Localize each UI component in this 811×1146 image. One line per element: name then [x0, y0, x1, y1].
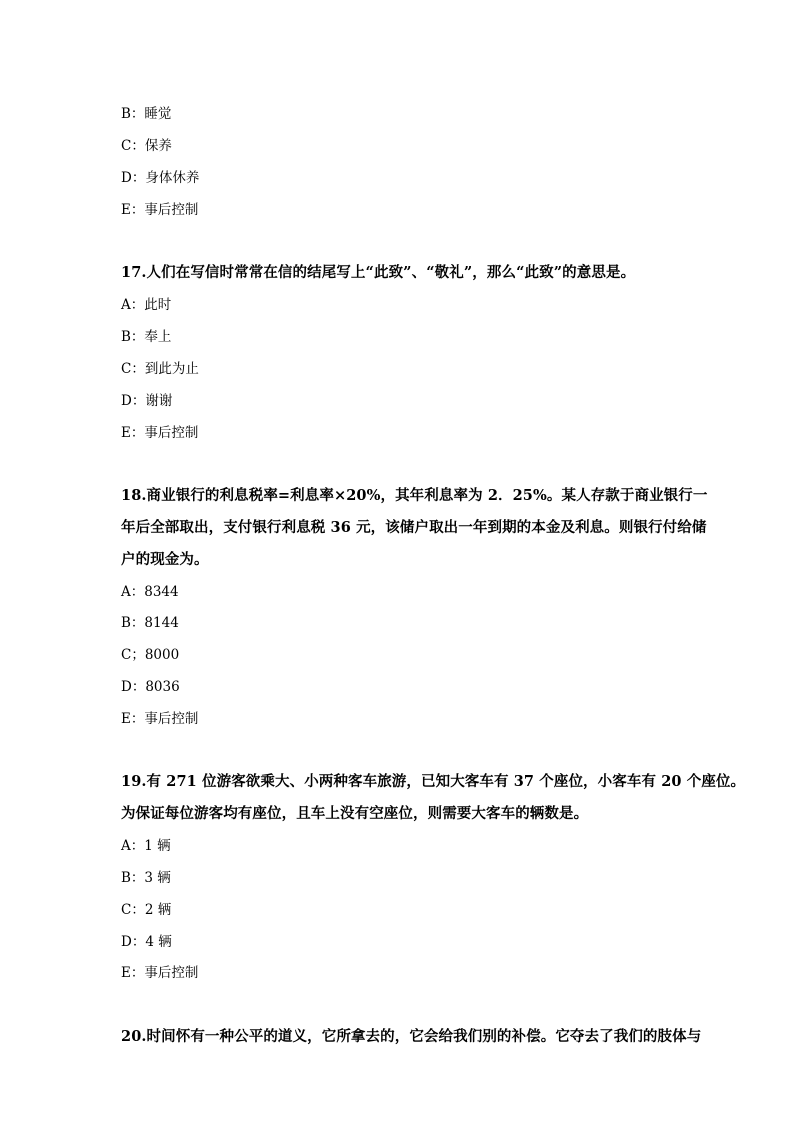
q20-stem: 20.时间怀有一种公平的道义，它所拿去的，它会给我们别的补偿。它夺去了我们的肢体与 — [121, 1028, 702, 1045]
q18-stem-line-3: 户的现金为。 — [121, 551, 209, 568]
q19-stem-line-2: 为保证每位游客均有座位，且车上没有空座位，则需要大客车的辆数是。 — [121, 805, 589, 822]
q19-stem-line-1: 19.有 271 位游客欲乘大、小两种客车旅游，已知大客车有 37 个座位，小客车有 20 个座位。 — [121, 773, 746, 790]
q18-option-c: C；8000 — [121, 647, 180, 663]
q16-option-c: C：保养 — [121, 138, 172, 154]
q18-option-e: E：事后控制 — [121, 711, 199, 727]
q19-option-d: D：4 辆 — [121, 934, 172, 950]
q16-option-d: D：身体休养 — [121, 170, 200, 186]
q18-option-b: B：8144 — [121, 615, 179, 631]
q19-option-a: A：1 辆 — [121, 838, 171, 854]
q18-option-d: D：8036 — [121, 679, 180, 695]
q16-option-e: E：事后控制 — [121, 202, 199, 218]
q18-stem-line-2: 年后全部取出，支付银行利息税 36 元，该储户取出一年到期的本金及利息。则银行付给储 — [121, 519, 707, 536]
q19-option-e: E：事后控制 — [121, 965, 199, 981]
q19-option-b: B：3 辆 — [121, 870, 171, 886]
q18-stem-line-1: 18.商业银行的利息税率=利息率×20%，其年利息率为 2．25%。某人存款于商业银行一 — [121, 487, 708, 504]
q17-option-e: E：事后控制 — [121, 425, 199, 441]
q18-option-a: A：8344 — [121, 584, 179, 600]
q19-option-c: C：2 辆 — [121, 902, 172, 918]
q16-option-b: B：睡觉 — [121, 106, 172, 122]
q17-option-d: D：谢谢 — [121, 393, 173, 409]
q17-option-b: B：奉上 — [121, 329, 172, 345]
q17-option-a: A：此时 — [121, 297, 172, 313]
q17-stem: 17.人们在写信时常常在信的结尾写上“此致”、“敬礼”，那么“此致”的意思是。 — [121, 264, 636, 281]
q17-option-c: C：到此为止 — [121, 361, 199, 377]
